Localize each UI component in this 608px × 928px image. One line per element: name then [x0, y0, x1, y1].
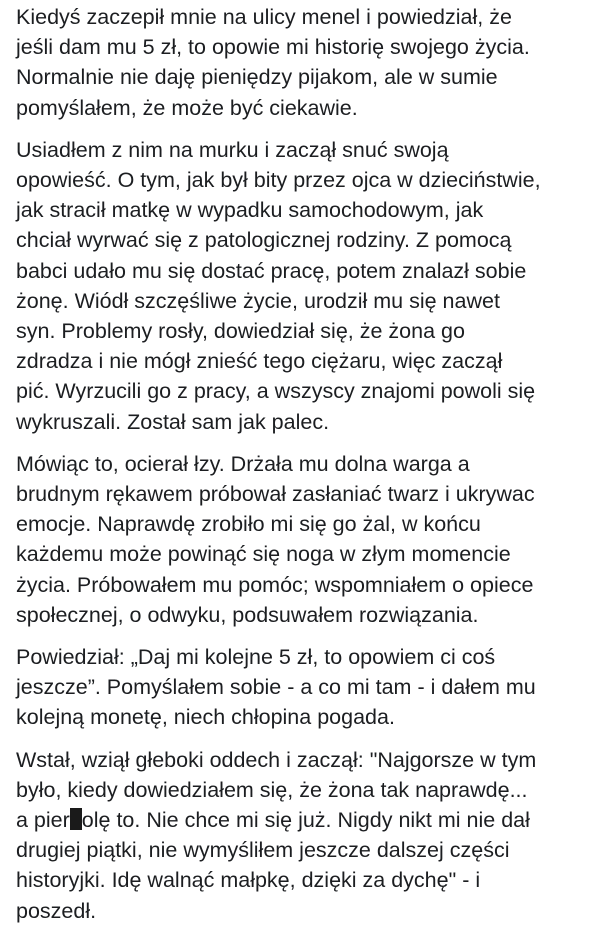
text-after-censor: olę to. Nie chce mi się już. Nigdy nikt mi nie dał: [81, 808, 530, 833]
paragraph-1: [16, 2, 608, 123]
paragraph-5: [16, 745, 608, 926]
paragraph-3: [16, 449, 608, 630]
text-line: Powiedział: „Daj mi kolejne 5 zł, to opowiem ci coś: [16, 645, 496, 670]
text-line: Wstał, wziął głeboki oddech i zaczął: "Najgorsze w tym: [16, 747, 537, 772]
text-line: było, kiedy dowiedziałem się, że żona tak naprawdę...: [16, 777, 528, 802]
text-line: poszedł.: [16, 898, 97, 923]
text-line: Kiedyś zaczepił mnie na ulicy menel i powiedział, że: [16, 5, 512, 29]
text-line: emocje. Naprawdę zrobiło mi się go żal, w końcu: [16, 512, 481, 537]
text-line: życia. Próbowałem mu pomóc; wspomniałem o opiece: [16, 572, 534, 597]
text-before-censor: a pier: [16, 808, 70, 833]
text-line: babci udało mu się dostać pracę, potem znalazł sobie: [16, 258, 527, 283]
text-line: brudnym rękawem próbował zasłaniać twarz i ukrywac: [16, 482, 535, 507]
censored-text-line: [16, 805, 608, 835]
text-line: historyjki. Idę walnąć małpkę, dzięki za dychę" - i: [16, 868, 481, 893]
text-line: Mówiąc to, ocierał łzy. Drżała mu dolna warga a: [16, 451, 470, 476]
paragraph-2: [16, 135, 608, 437]
text-line: syn. Problemy rosły, dowiedział się, że żona go: [16, 319, 465, 344]
text-line: jeszcze”. Pomyślałem sobie - a co mi tam - i dałem mu: [16, 675, 536, 700]
text-line: żonę. Wiódł szczęśliwe życie, urodził mu się nawet: [16, 288, 500, 313]
text-line: Usiadłem z nim na murku i zaczął snuć swoją: [16, 137, 449, 162]
paragraph-4: [16, 642, 608, 733]
text-line: chciał wyrwać się z patologicznej rodziny. Z pomocą: [16, 228, 512, 253]
text-line: społecznej, o odwyku, podsuwałem rozwiązania.: [16, 602, 479, 627]
text-line: zdradza i nie mógł znieść tego ciężaru, więc zaczął: [16, 349, 503, 374]
text-line: drugiej piątki, nie wymyśliłem jeszcze dalszej części: [16, 838, 510, 863]
text-line: jeśli dam mu 5 zł, to opowie mi historię swojego życia.: [16, 35, 530, 60]
censor-bar: [70, 808, 82, 830]
text-line: Normalnie nie daję pieniędzy pijakom, ale w sumie: [16, 65, 498, 90]
text-line: pomyślałem, że może być ciekawie.: [16, 95, 358, 120]
text-line: pić. Wyrzucili go z pracy, a wszyscy znajomi powoli się: [16, 379, 536, 404]
text-line: kolejną monetę, niech chłopina pogada.: [16, 705, 395, 730]
text-line: wykruszali. Został sam jak palec.: [16, 409, 330, 434]
text-line: każdemu może powinąć się noga w złym momencie: [16, 542, 511, 567]
text-line: jak stracił matkę w wypadku samochodowym, jak: [16, 198, 484, 223]
text-line: opowieść. O tym, jak był bity przez ojca w dzieciństwie,: [16, 168, 541, 193]
